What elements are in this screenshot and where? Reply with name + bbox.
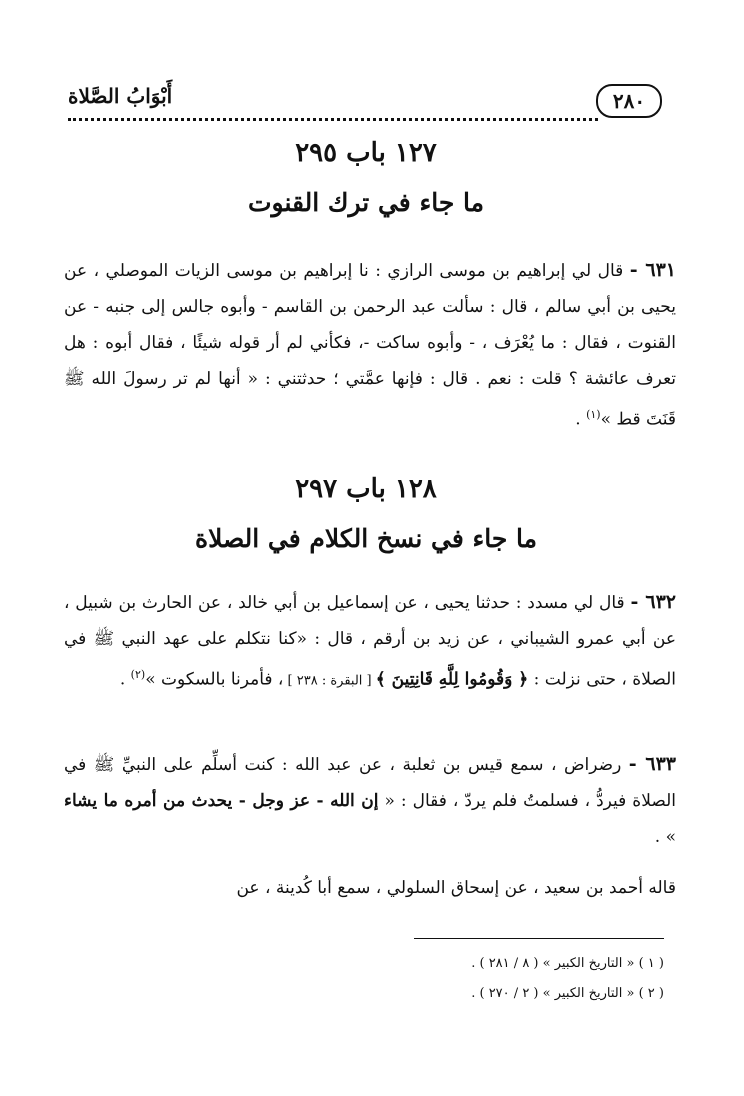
hadith-number: ٦٣٣ -: [628, 753, 676, 775]
trailing-line: قاله أحمد بن سعيد ، عن إسحاق السلولي ، سمع أبا كُدينة ، عن: [236, 878, 676, 898]
running-header: [68, 80, 664, 124]
hadith-paragraph: [64, 252, 676, 438]
header-divider: [68, 118, 598, 121]
section-title: أَبْوَابُ الصَّلاة: [68, 84, 173, 108]
hadith-text: قال لي إبراهيم بن موسى الرازي : نا إبراهيم بن موسى الزيات الموصلي ، عن يحيى بن أبي سالم ، قال : سألت عبد الرحمن بن القاسم - وأبوه جالس إلى جنبه - عن القنوت ، فقال : ما يُعْرَف ، - وأبوه ساكت -، فكأني لم أر قوله شيئًا ، فقال أبوه : هل تعرف عائشة ؟ قلت : نعم . قال : فإنها عمَّتي ؛ حدثتني : « أنها لم تر رسولَ الله ﷺ قَنَتَ قط »: [64, 261, 676, 430]
hadith-text-end: .: [119, 669, 131, 690]
chapter-title: ما جاء في نسخ الكلام في الصلاة: [194, 524, 538, 553]
quran-verse: ﴿ وَقُومُوا لِلَّهِ قَانِتِينَ ﴾: [375, 669, 529, 690]
page-number: ٢٨٠: [596, 84, 662, 118]
hadith-text: رضراض ، سمع قيس بن ثعلبة ، عن عبد الله : كنت أسلِّم على النبيِّ ﷺ في الصلاة فيردُّ ، فسلمتُ فلم يردّ ، فقال : «: [64, 755, 676, 811]
hadith-number: ٦٣١ -: [629, 259, 676, 281]
hadith-paragraph: [64, 584, 676, 700]
hadith-text: ، فأمرنا بالسكوت »: [145, 669, 284, 690]
footnote-ref: (٢): [130, 668, 146, 681]
chapter-number: ١٢٧ باب ٢٩٥: [295, 138, 437, 168]
footnote-divider: [414, 938, 664, 939]
quran-reference: [ البقرة : ٢٣٨ ]: [283, 673, 376, 689]
hadith-text-end: » .: [654, 827, 676, 847]
footnote-ref: (١): [586, 408, 601, 421]
hadith-text-end: .: [575, 409, 587, 430]
hadith-text: قال لي مسدد : حدثنا يحيى ، عن إسماعيل بن أبي خالد ، عن الحارث بن شبيل ، عن أبي عمرو الشيباني ، عن زيد بن أرقم ، قال : «كنا نتكلم على عهد النبي ﷺ في الصلاة ، حتى نزلت :: [64, 593, 676, 690]
hadith-emphasis: إن الله - عز وجل - يحدث من أمره ما يشاء: [64, 791, 379, 811]
chapter-number: ١٢٨ باب ٢٩٧: [295, 474, 437, 504]
hadith-paragraph: [64, 746, 676, 855]
footnote: ( ١ ) « التاريخ الكبير » ( ٨ / ٢٨١ ) .: [471, 956, 664, 971]
hadith-number: ٦٣٢ -: [630, 591, 676, 613]
footnote: ( ٢ ) « التاريخ الكبير » ( ٢ / ٢٧٠ ) .: [471, 986, 664, 1001]
chapter-title: ما جاء في ترك القنوت: [248, 188, 484, 217]
